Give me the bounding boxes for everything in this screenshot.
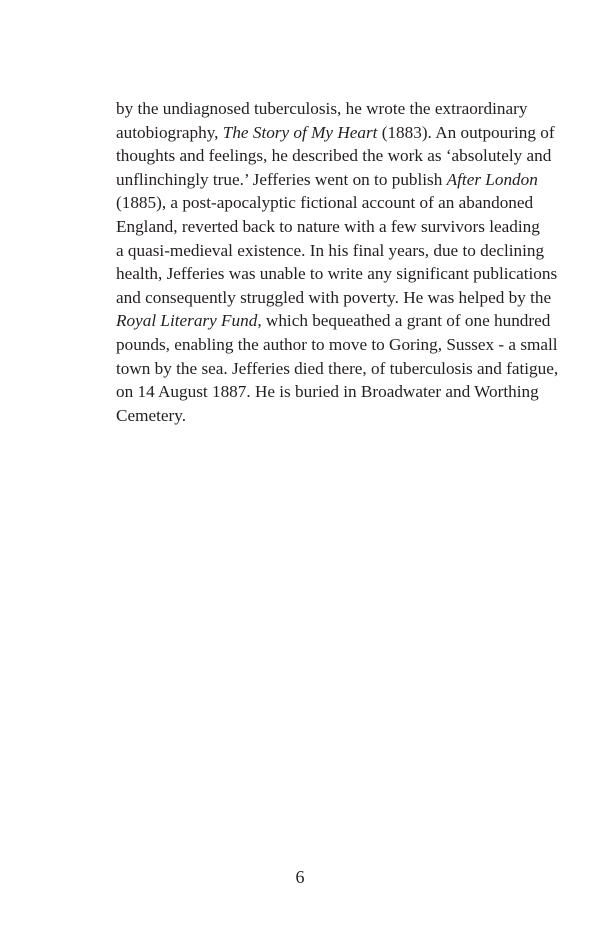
page-number: 6 — [295, 867, 305, 887]
text-run: a quasi-medieval existence. In his final years, due to declining — [116, 240, 545, 260]
text-line — [116, 380, 539, 404]
text-run: pounds, enabling the author to move to Goring, Sussex - a small — [116, 334, 558, 354]
text-run: Cemetery. — [116, 405, 186, 425]
text-run: unflinchingly true.’ Jefferies went on to publish — [116, 169, 447, 189]
text-run: England, reverted back to nature with a few survivors leading — [116, 216, 540, 236]
text-run: autobiography, — [116, 122, 223, 142]
text-run: thoughts and feelings, he described the work as ‘absolutely and — [116, 146, 552, 166]
text-line — [116, 357, 559, 381]
text-line — [116, 144, 552, 168]
text-line — [116, 97, 528, 121]
text-line — [116, 191, 534, 215]
text-run: health, Jefferies was unable to write any significant publications — [116, 264, 558, 284]
italic-title: Royal Literary Fund — [116, 311, 258, 331]
text-line — [116, 309, 551, 333]
text-line — [116, 239, 545, 263]
body-paragraph — [116, 97, 559, 427]
text-run: and consequently struggled with poverty. He was helped by the — [116, 287, 552, 307]
text-run: town by the sea. Jefferies died there, of tuberculosis and fatigue, — [116, 358, 559, 378]
text-run: , which bequeathed a grant of one hundred — [257, 311, 551, 331]
text-line — [116, 168, 538, 192]
text-run: by the undiagnosed tuberculosis, he wrote the extraordinary — [116, 99, 528, 118]
text-run: (1883). An outpouring of — [377, 122, 555, 142]
text-line — [116, 215, 540, 239]
text-line — [116, 333, 558, 357]
text-line — [116, 262, 558, 286]
italic-title: The Story of My Heart — [222, 122, 378, 142]
text-run: on 14 August 1887. He is buried in Broadwater and Worthing — [116, 382, 539, 402]
text-line — [116, 121, 555, 145]
italic-title: After London — [446, 169, 538, 189]
text-line — [116, 286, 552, 310]
text-line — [116, 404, 514, 428]
text-run: (1885), a post-apocalyptic fictional account of an abandoned — [116, 193, 534, 213]
